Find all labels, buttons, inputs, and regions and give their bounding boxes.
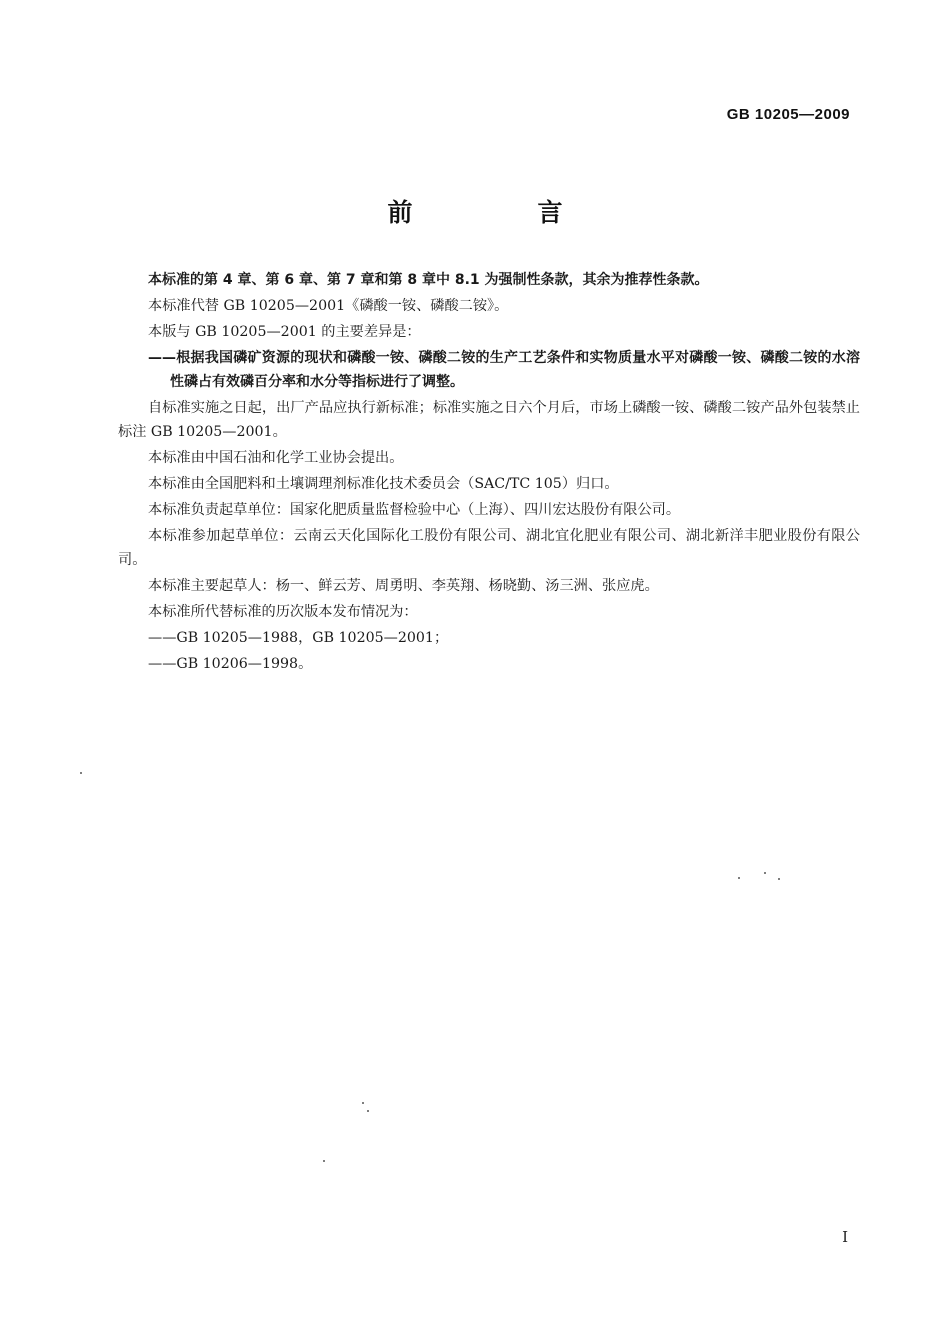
paragraph-implementation: 自标准实施之日起，出厂产品应执行新标准；标准实施之日六个月后，市场上磷酸一铵、磷酸二铵产品外包装禁止标注 GB 10205—2001。 (118, 400, 860, 440)
scan-speck (764, 872, 766, 874)
scan-speck (738, 877, 740, 879)
paragraph-differences-intro: 本版与 GB 10205—2001 的主要差异是： (148, 324, 421, 340)
paragraph-drafting-units: 本标准负责起草单位：国家化肥质量监督检验中心（上海）、四川宏达股份有限公司。 (148, 502, 681, 518)
page-title: 前 言 (387, 198, 613, 227)
paragraph-proposed-by: 本标准由中国石油和化学工业协会提出。 (148, 450, 404, 466)
paragraph-difference-item: ——根据我国磷矿资源的现状和磷酸一铵、磷酸二铵的生产工艺条件和实物质量水平对磷酸一铵、磷酸二铵的水溶性磷占有效磷百分率和水分等指标进行了调整。 (148, 350, 860, 390)
paragraph-participating-units: 本标准参加起草单位：云南云天化国际化工股份有限公司、湖北宜化肥业有限公司、湖北新洋丰肥业股份有限公司。 (118, 528, 860, 568)
document-code: GB 10205—2009 (726, 106, 850, 123)
paragraph-replaces: 本标准代替 GB 10205—2001《磷酸一铵、磷酸二铵》。 (148, 298, 509, 314)
paragraph-version-history-intro: 本标准所代替标准的历次版本发布情况为： (148, 604, 418, 620)
scan-speck (778, 878, 780, 880)
scan-speck (80, 772, 82, 774)
paragraph-drafters: 本标准主要起草人：杨一、鲜云芳、周勇明、李英翔、杨晓勤、汤三洲、张应虎。 (148, 578, 659, 594)
page-number: I (842, 1228, 848, 1246)
scan-speck (362, 1102, 364, 1104)
paragraph-centralized-by: 本标准由全国肥料和土壤调理剂标准化技术委员会（SAC/TC 105）归口。 (148, 476, 619, 492)
scan-speck (367, 1110, 369, 1112)
version-history-item: ——GB 10206—1998。 (148, 656, 313, 672)
version-history-item: ——GB 10205—1988，GB 10205—2001； (148, 630, 449, 646)
scan-speck (323, 1160, 325, 1162)
document-body (118, 268, 860, 678)
paragraph-mandatory-clauses: 本标准的第 4 章、第 6 章、第 7 章和第 8 章中 8.1 为强制性条款，其余为推荐性条款。 (148, 272, 709, 288)
